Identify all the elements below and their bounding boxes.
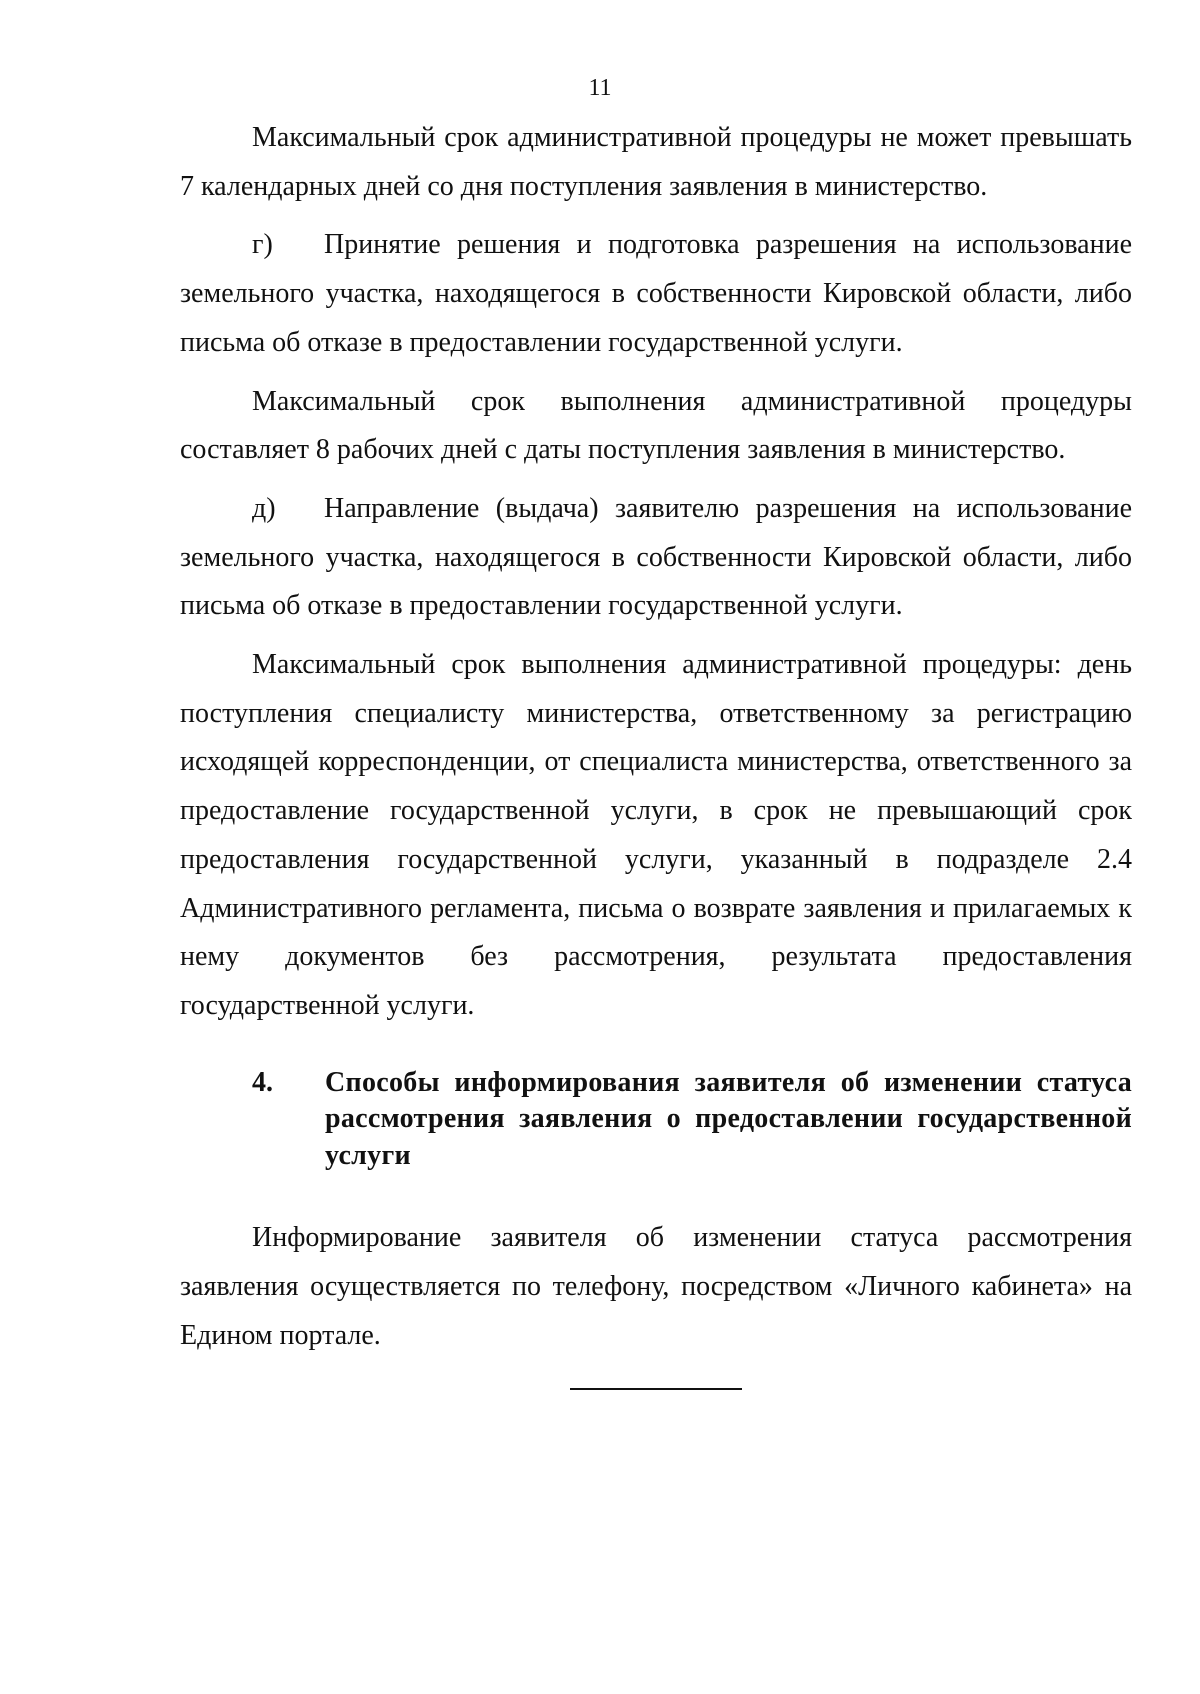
paragraph-deadline-8-days: Максимальный срок выполнения административной процедуры составляет 8 рабочих дней с даты поступления заявления в министерство. bbox=[180, 385, 1132, 466]
section-paragraph: Информирование заявителя об изменении статуса рассмотрения заявления осуществляется по телефону, посредством «Личного кабинета» на Едином портале. bbox=[180, 1222, 1132, 1351]
list-item-g bbox=[180, 221, 1132, 367]
end-divider bbox=[570, 1388, 742, 1390]
list-item-d bbox=[180, 485, 1132, 631]
list-item-d-marker: д) bbox=[252, 492, 276, 524]
paragraph-deadline-delivery: Максимальный срок выполнения административной процедуры: день поступления специалисту министерства, ответственному за регистрацию исходящей корреспонденции, от специалиста министерства, ответственного за предоставление государственной услуги, в срок не превышающий срок предоставления государственной услуги, указанный в подразделе 2.4 Административного регламента, письма о возврате заявления и прилагаемых к нему документов без рассмотрения, результата предоставления государственной услуги. bbox=[180, 649, 1132, 1021]
page-number: 11 bbox=[588, 75, 612, 101]
list-item-d-text: Направление (выдача) заявителю разрешения на использование земельного участка, находящегося в собственности Кировской области, либо письма об отказе в предоставлении государственной услуги. bbox=[180, 492, 1132, 622]
list-item-g-text: Принятие решения и подготовка разрешения на использование земельного участка, находящегося в собственности Кировской области, либо письма об отказе в предоставлении государственной услуги. bbox=[180, 229, 1132, 358]
section-number: 4. bbox=[252, 1066, 273, 1098]
paragraph-deadline-7-days: Максимальный срок административной процедуры не может превышать 7 календарных дней со дня поступления заявления в министерство. bbox=[180, 122, 1132, 202]
document-body bbox=[180, 114, 1132, 1370]
section-title: Способы информирования заявителя об изменении статуса рассмотрения заявления о предоставлении государственной услуги bbox=[325, 1066, 1132, 1171]
list-item-g-marker: г) bbox=[252, 229, 273, 261]
section-heading bbox=[180, 1065, 1132, 1175]
